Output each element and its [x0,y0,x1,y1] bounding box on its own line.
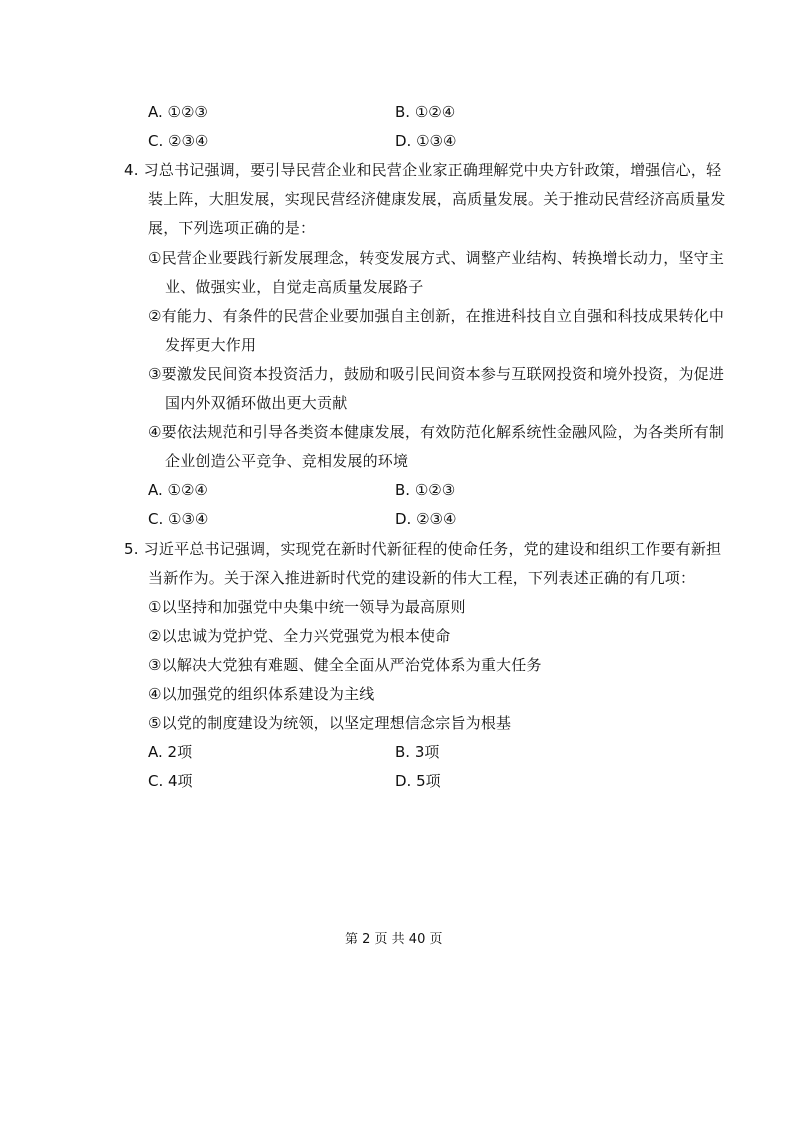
q5-statement-5: ⑤以党的制度建设为统领，以坚定理想信念宗旨为根基 [148,714,512,732]
q4-statement-1-line-2: 业、做强实业，自觉走高质量发展路子 [165,278,424,296]
q4-statement-2-line-1: ②有能力、有条件的民营企业要加强自主创新，在推进科技自立自强和科技成果转化中 [148,307,725,325]
q4-statement-1-line-1: ①民营企业要践行新发展理念，转变发展方式、调整产业结构、转换增长动力，坚守主 [148,249,725,267]
q3-option-d: D. ①③④ [395,132,457,150]
q4-statement-3-line-2: 国内外双循环做出更大贡献 [165,394,348,412]
q4-option-b: B. ①②③ [395,481,456,499]
q5-stem-line-2: 当新作为。关于深入推进新时代党的建设新的伟大工程，下列表述正确的有几项： [148,569,696,587]
q5-statement-2: ②以忠诚为党护党、全力兴党强党为根本使命 [148,627,451,645]
q3-option-b: B. ①②④ [395,103,456,121]
page-number-footer: 第 2 页 共 40 页 [345,932,443,947]
q5-option-c: C. 4项 [148,772,193,790]
q4-statement-2-line-2: 发挥更大作用 [165,336,257,354]
q4-statement-4-line-2: 企业创造公平竞争、竞相发展的环境 [165,452,409,470]
q4-stem-line-1: 4. 习总书记强调，要引导民营企业和民营企业家正确理解党中央方针政策，增强信心，轻 [124,161,722,179]
q4-option-d: D. ②③④ [395,510,457,528]
q5-statement-3: ③以解决大党独有难题、健全全面从严治党体系为重大任务 [148,656,542,674]
q4-statement-3-line-1: ③要激发民间资本投资活力，鼓励和吸引民间资本参与互联网投资和境外投资，为促进 [148,365,725,383]
q5-stem-line-1: 5. 习近平总书记强调，实现党在新时代新征程的使命任务，党的建设和组织工作要有新担 [124,540,722,558]
q5-statement-4: ④以加强党的组织体系建设为主线 [148,685,375,703]
q5-statement-1: ①以坚持和加强党中央集中统一领导为最高原则 [148,598,466,616]
q4-stem-line-3: 展，下列选项正确的是： [148,219,316,237]
q5-option-b: B. 3项 [395,743,440,761]
q5-option-d: D. 5项 [395,772,441,790]
q3-option-a: A. ①②③ [148,103,208,121]
q4-option-a: A. ①②④ [148,481,208,499]
q5-option-a: A. 2项 [148,743,193,761]
q4-option-c: C. ①③④ [148,510,209,528]
q4-stem-line-2: 装上阵，大胆发展，实现民营经济健康发展，高质量发展。关于推动民营经济高质量发 [148,190,726,208]
q4-statement-4-line-1: ④要依法规范和引导各类资本健康发展，有效防范化解系统性金融风险，为各类所有制 [148,423,725,441]
q3-option-c: C. ②③④ [148,132,209,150]
